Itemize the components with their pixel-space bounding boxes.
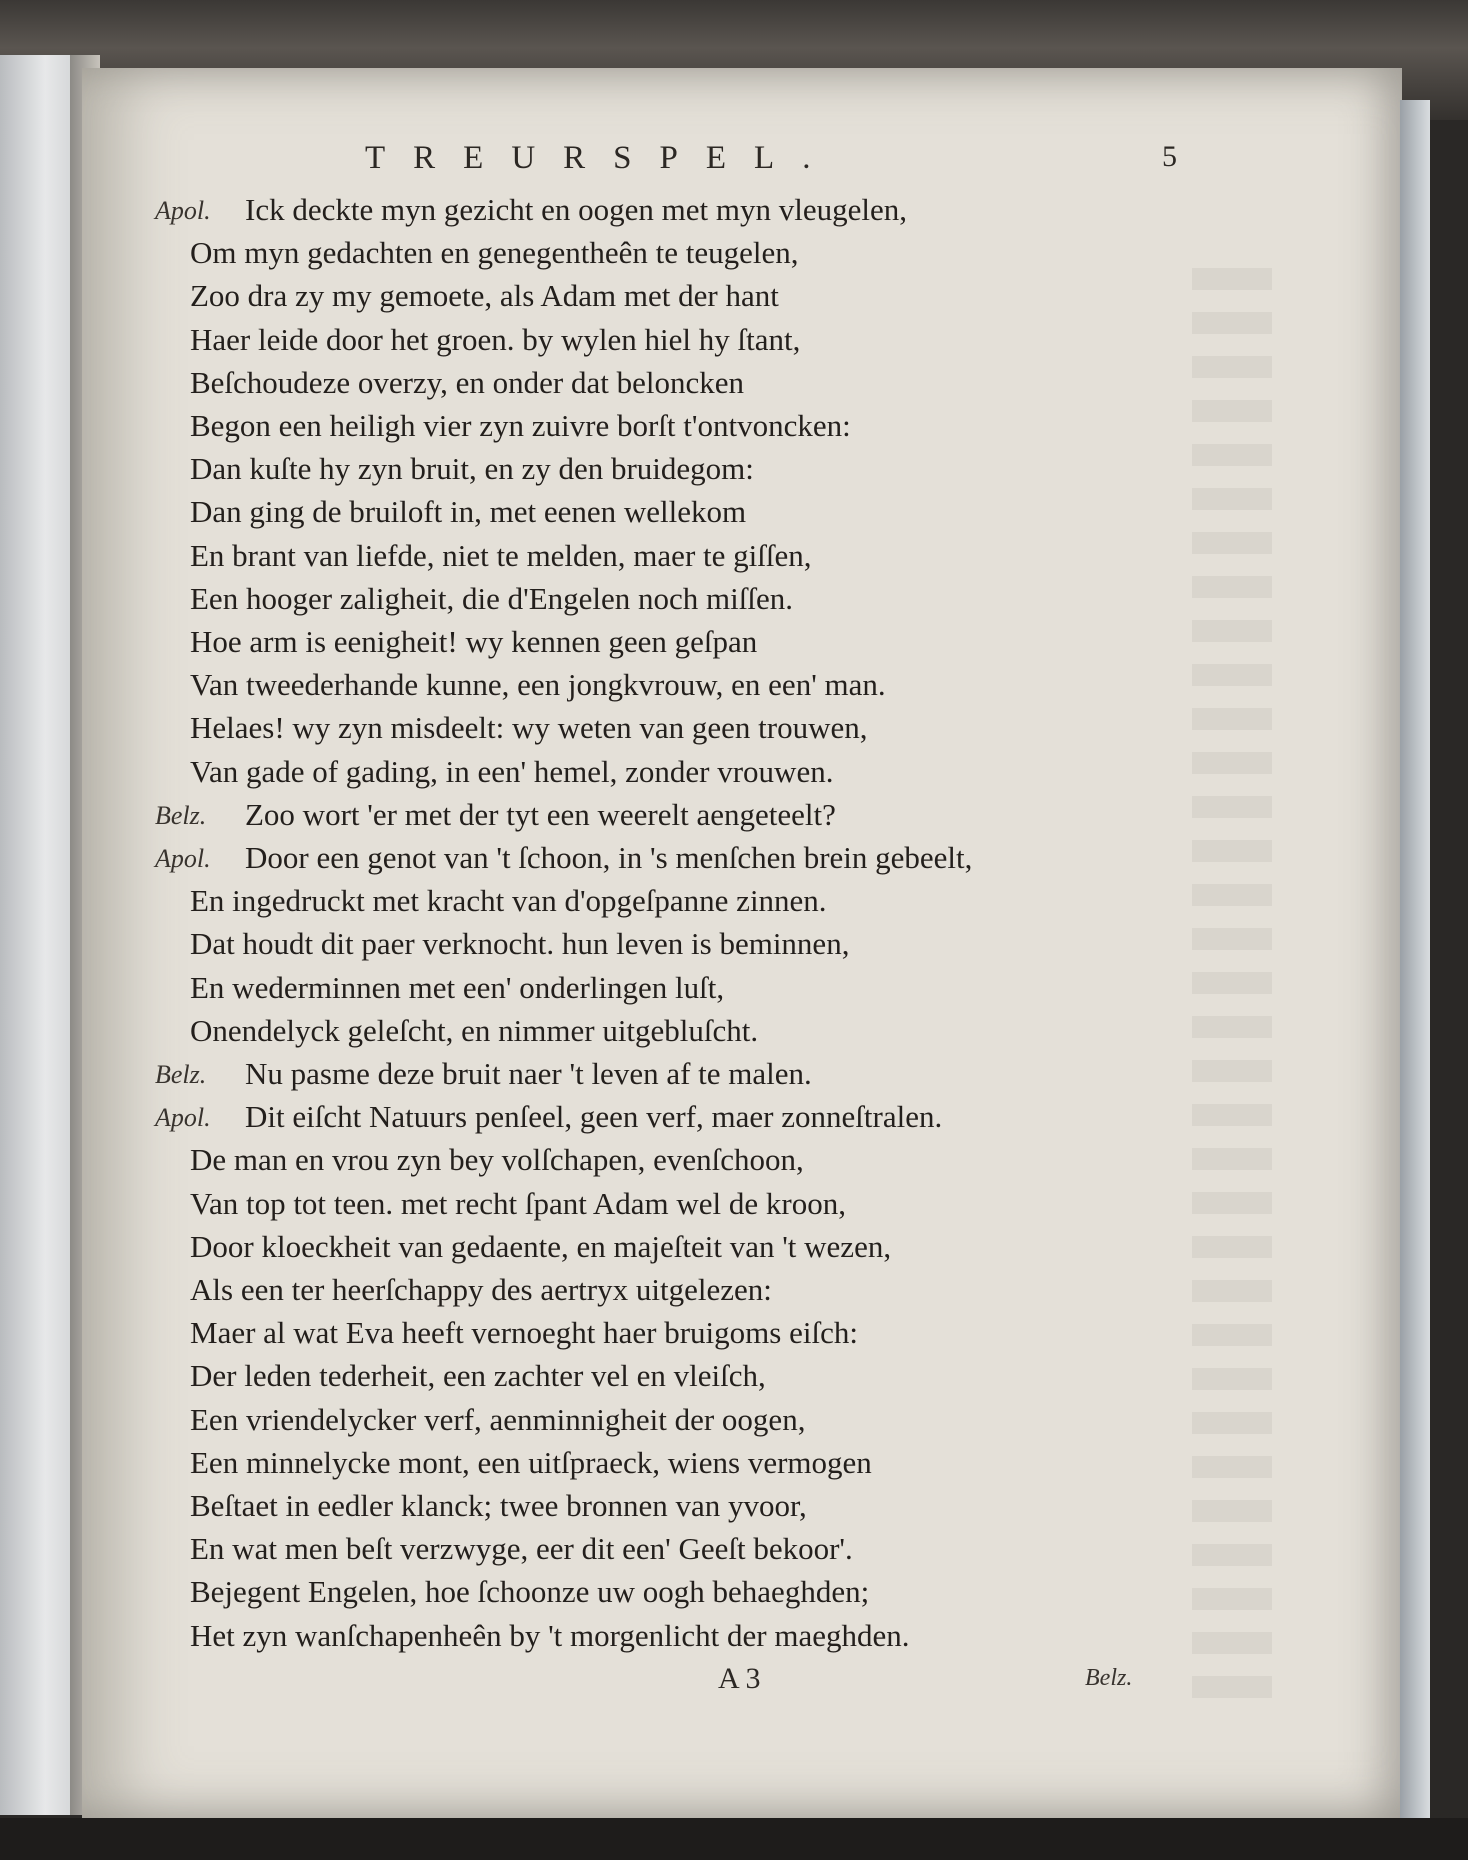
verse-line: Van tweederhande kunne, een jongkvrouw, en een' man. <box>190 667 886 702</box>
catchword: Belz. <box>1085 1665 1133 1691</box>
verse-line: De man en vrou zyn bey volſchapen, evenſchoon, <box>190 1142 804 1177</box>
verse-line: Helaes! wy zyn misdeelt: wy weten van geen trouwen, <box>190 710 868 745</box>
speaker-label: Apol. <box>155 844 211 873</box>
verse-line: Dan ging de bruiloft in, met eenen wellekom <box>190 494 747 529</box>
speaker-label: Belz. <box>155 1060 207 1089</box>
page-number: 5 <box>1162 140 1177 173</box>
page-fore-edge <box>1400 100 1430 1820</box>
verse-line: En ingedruckt met kracht van d'opgeſpanne zinnen. <box>190 883 827 918</box>
verse-line: Als een ter heerſchappy des aertryx uitgelezen: <box>190 1272 772 1307</box>
verse-line: Hoe arm is eenigheit! wy kennen geen geſpan <box>190 624 758 659</box>
verse-line: Begon een heiligh vier zyn zuivre borſt t'ontvoncken: <box>190 408 851 443</box>
verse-line: Om myn gedachten en genegentheên te teugelen, <box>190 235 799 270</box>
verse-line: Van gade of gading, in een' hemel, zonder vrouwen. <box>190 754 834 789</box>
verse-line: Bejegent Engelen, hoe ſchoonze uw oogh behaeghden; <box>190 1574 870 1609</box>
show-through-text <box>1192 268 1272 1718</box>
verse-line: Zoo dra zy my gemoete, als Adam met der hant <box>190 278 779 313</box>
verse-line: Beſtaet in eedler klanck; twee bronnen van yvoor, <box>190 1488 807 1523</box>
verse-line: Door kloeckheit van gedaente, en majeſteit van 't wezen, <box>190 1229 892 1264</box>
verse-line: Zoo wort 'er met der tyt een weerelt aengeteelt? <box>245 797 836 832</box>
verse-line: Van top tot teen. met recht ſpant Adam wel de kroon, <box>190 1186 846 1221</box>
verse-line: Maer al wat Eva heeft vernoeght haer bruigoms eiſch: <box>190 1315 858 1350</box>
verse-line: En wederminnen met een' onderlingen luſt, <box>190 970 725 1005</box>
running-head: TREURSPEL. <box>365 140 839 176</box>
speaker-label: Apol. <box>155 196 211 225</box>
verse-line: Ick deckte myn gezicht en oogen met myn vleugelen, <box>245 192 907 227</box>
speaker-label: Belz. <box>155 801 207 830</box>
verse-line: Onendelyck geleſcht, en nimmer uitgebluſcht. <box>190 1013 759 1048</box>
verse-line: Beſchoudeze overzy, en onder dat beloncken <box>190 365 745 400</box>
verse-line: Der leden tederheit, een zachter vel en vleiſch, <box>190 1358 766 1393</box>
verse-line: Het zyn wanſchapenheên by 't morgenlicht der maeghden. <box>190 1618 910 1653</box>
verse-line: Dat houdt dit paer verknocht. hun leven is beminnen, <box>190 926 850 961</box>
verse-line: Dan kuſte hy zyn bruit, en zy den bruidegom: <box>190 451 754 486</box>
verse-line: Een vriendelycker verf, aenminnigheit der oogen, <box>190 1402 806 1437</box>
verse-line: Door een genot van 't ſchoon, in 's menſchen brein gebeelt, <box>245 840 973 875</box>
verse-line: Dit eiſcht Natuurs penſeel, geen verf, maer zonneſtralen. <box>245 1099 943 1134</box>
signature-mark: A 3 <box>718 1662 761 1695</box>
speaker-label: Apol. <box>155 1103 211 1132</box>
verse-line: En brant van liefde, niet te melden, maer te giſſen, <box>190 538 812 573</box>
verse-line: En wat men beſt verzwyge, eer dit een' Geeſt bekoor'. <box>190 1531 853 1566</box>
verse-line: Een hooger zaligheit, die d'Engelen noch miſſen. <box>190 581 794 616</box>
verse-line: Nu pasme deze bruit naer 't leven af te malen. <box>245 1056 812 1091</box>
verse-line: Een minnelycke mont, een uitſpraeck, wiens vermogen <box>190 1445 872 1480</box>
verse-line: Haer leide door het groen. by wylen hiel hy ſtant, <box>190 322 801 357</box>
table-surface-bottom <box>0 1818 1468 1860</box>
